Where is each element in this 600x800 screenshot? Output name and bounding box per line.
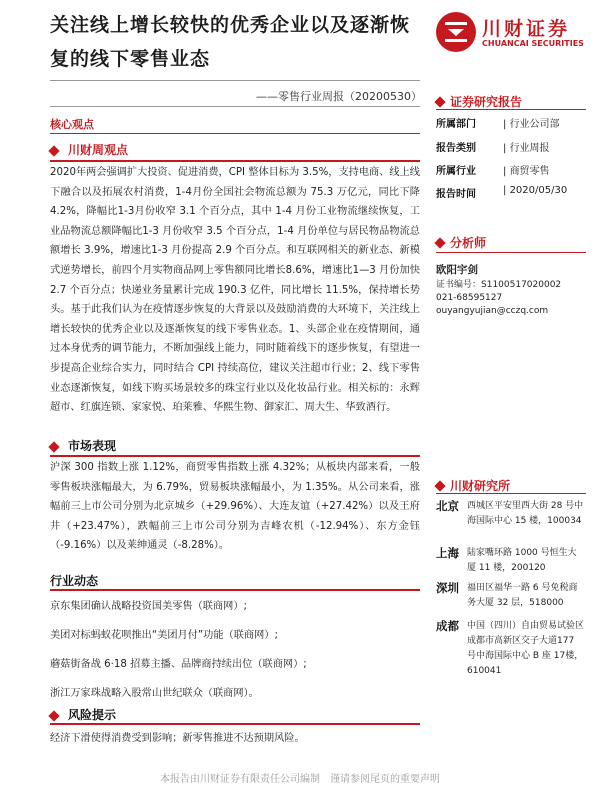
industry-heading-rule (50, 589, 420, 591)
market-heading-rule (50, 455, 420, 457)
office-city-shenzhen: 深圳 (436, 581, 459, 595)
analyst-cert: 证书编号：S1100517020002 (436, 280, 562, 290)
info-value-department: | 行业公司部 (503, 119, 560, 130)
report-subtitle: ——零售行业周报（20200530） (256, 90, 422, 103)
institute-rule (436, 493, 586, 494)
analyst-name: 欧阳宇剑 (436, 264, 478, 276)
diamond-bullet-icon (434, 480, 445, 491)
view-heading-rule (50, 160, 420, 162)
info-value-industry: | 商贸零售 (503, 166, 550, 177)
title-divider (50, 80, 420, 81)
analyst-phone: 021-68595127 (436, 293, 503, 303)
report-title: 关注线上增长较快的优秀企业以及逐渐恢复的线下零售业态 (50, 14, 411, 70)
view-heading: 川财周观点 (50, 141, 128, 158)
info-value-date: | 2020/05/30 (503, 185, 568, 196)
report-info-heading: 证券研究报告 (436, 93, 522, 110)
news-item: 美团对标蚂蚁花呗推出“美团月付”功能（联商网）; (50, 630, 278, 641)
office-address-shenzhen: 福田区福华一路 6 号免税商务大厦 32 层，518000 (467, 583, 578, 608)
core-view-label: 核心观点 (50, 118, 94, 131)
office-address-chengdu: 中国（四川）自由贸易试验区成都市高新区交子大道177 号中海国际中心 B 座 17楼，610041 (467, 621, 585, 676)
news-item: 京东集团确认战略投资国美零售（联商网）; (50, 601, 247, 612)
logo-text-en: CHUANCAI SECURITIES (482, 39, 584, 48)
market-heading: 市场表现 (50, 437, 116, 454)
info-label-department: 所属部门 (436, 119, 476, 130)
office-city-chengdu: 成都 (436, 619, 459, 633)
info-label-category: 报告类别 (436, 143, 476, 154)
diamond-bullet-icon (48, 441, 59, 452)
office-address-beijing: 西城区平安里西大街 28 号中海国际中心 15 楼，100034 (467, 501, 584, 526)
office-city-beijing: 北京 (436, 499, 459, 513)
page-footer: 本报告由川财证券有限责任公司编制 谨请参阅尾页的重要声明 (160, 774, 440, 785)
core-divider (50, 133, 420, 134)
news-item: 蘑菇街备战 6·18 招募主播、品牌商持续出位（联商网）; (50, 659, 307, 670)
logo-emblem-icon (436, 12, 476, 52)
risk-paragraph: 经济下滑使得消费受到影响；新零售推进不达预期风险。 (50, 733, 305, 744)
logo-text-cn: 川财证券 (482, 18, 571, 40)
diamond-bullet-icon (48, 710, 59, 721)
diamond-bullet-icon (434, 237, 445, 248)
diamond-bullet-icon (434, 96, 445, 107)
info-label-industry: 所属行业 (436, 166, 476, 177)
diamond-bullet-icon (48, 145, 59, 156)
risk-heading-rule (50, 723, 420, 725)
analyst-rule (436, 252, 586, 253)
institute-heading: 川财研究所 (436, 477, 510, 494)
subtitle-divider (50, 106, 420, 107)
office-city-shanghai: 上海 (436, 546, 459, 560)
company-logo (436, 12, 586, 52)
news-item: 浙江万家珠战略入股常山世纪联众（联商网）。 (50, 688, 259, 699)
industry-heading: 行业动态 (50, 574, 99, 588)
risk-heading: 风险提示 (50, 706, 116, 723)
analyst-email[interactable]: ouyangyujian@cczq.com (436, 306, 549, 316)
market-paragraph: 沪深 300 指数上涨 1.12%，商贸零售指数上涨 4.32%；从板块内部来看，一般零售板块涨幅最大，为 6.79%，贸易板块涨幅最小，为 1.35%。从公司来看，涨幅前三上市公司分别为北京城乡（+29.96%）、大连友谊（+27.42%）以及王府井（+23.47%），跌幅前三上市公司分别为吉峰农机（-12.94%）、东方金钰（-9.16%）以及莱绅通灵（-8.28%）。 (50, 462, 420, 552)
report-info-rule (436, 109, 586, 110)
view-paragraph: 2020年两会强调扩大投资、促进消费，CPI 整体目标为 3.5%，支持电商、线上线下融合以及拓展农村消费，1-4月份全国社会物流总额为 75.3 万亿元，同比下降 4.2%，降幅比1-3月份收窄 3.1 个百分点，其中 1-4 月份工业物流继续恢复，工业品物流总额降幅比1-3 月份收窄 3.5 个百分点，1-4 月份单位与居民物品物流总额增长 3.9%，增速比1-3 月份提高 2.9 个百分点。和互联网相关的新业态、新模式逆势增长，前四个月实物商品网上零售额同比增长8.6%，增速比1—3 月份加快 2.7 个百分点；快递业务量累计完成 190.3 亿件，同比增长 11.5%，保持增长势头。基于此我们认为在疫情逐步恢复的大背景以及鼓励消费的大环境下，关注线上增长较快的优秀企业以及逐渐恢复的线下零售业态。1、头部企业在疫情期间，通过本身优秀的调节能力，不断加强线上能力，同时随着线下的逐步恢复，有望进一步提高企业综合实力，同时结合 CPI 持续高位，建议关注超市行业；2、线下零售业态逐渐恢复，如线下购买场景较多的珠宝行业以及化妆品行业。相关标的：永辉超市、红旗连锁、家家悦、珀莱雅、华熙生物、御家汇、周大生、华致酒行。 (50, 167, 420, 414)
office-address-shanghai: 陆家嘴环路 1000 号恒生大厦 11 楼，200120 (467, 548, 577, 573)
info-label-date: 报告时间 (436, 189, 476, 200)
info-value-category: | 行业周报 (503, 143, 550, 154)
analyst-heading: 分析师 (436, 234, 486, 251)
